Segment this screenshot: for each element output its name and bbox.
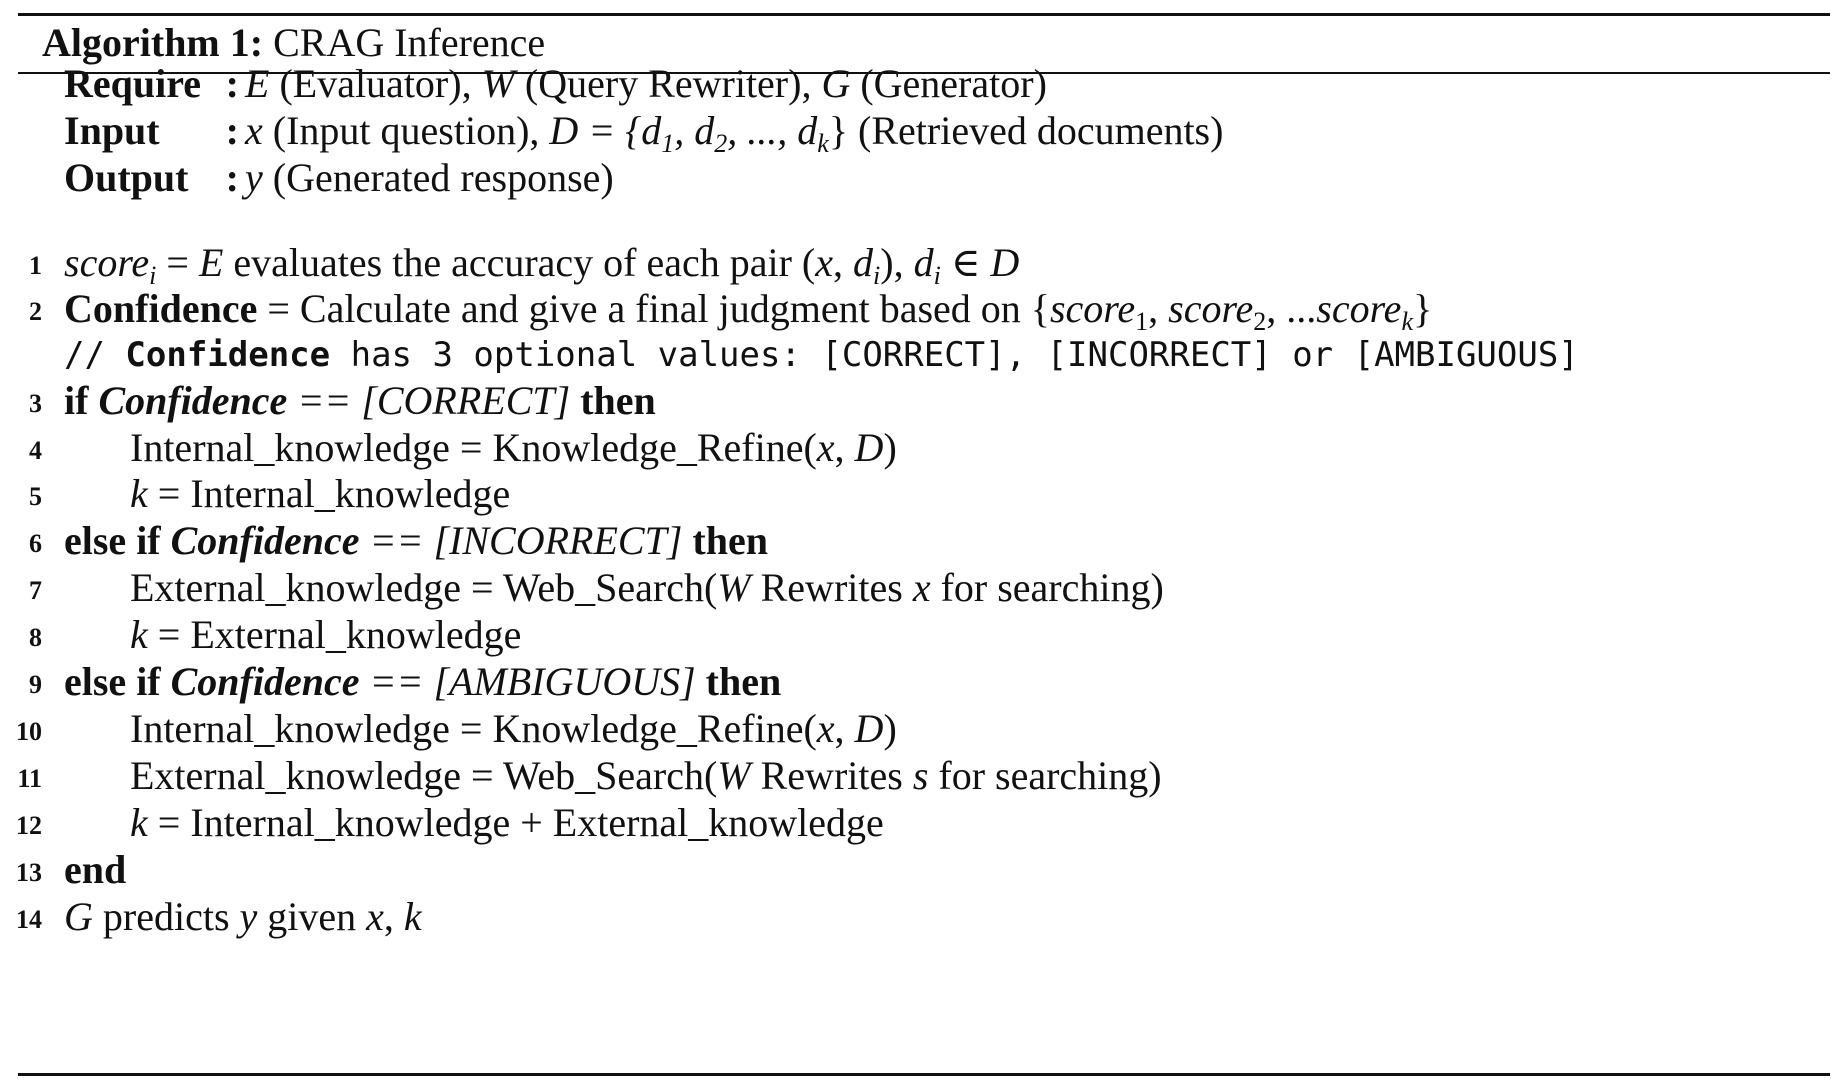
then-keyword: then [705,659,782,704]
comment-confidence: Confidence [125,335,331,375]
math-x: x [366,894,384,939]
math-k: k [130,471,148,516]
line-code [130,561,1164,615]
math-separator: , d [674,108,715,153]
math-x: x [912,565,931,610]
line-text: = External_knowledge [147,612,522,657]
confidence-keyword: Confidence [170,659,360,704]
line-text: = Internal_knowledge [147,471,511,516]
then-keyword: then [580,378,656,423]
top-rule [18,13,1830,16]
line-number: 1 [29,251,42,280]
require-generator-text: (Generator) [850,61,1047,106]
line-code [64,843,126,897]
line-code [130,702,897,756]
line-code [64,514,768,568]
subscript-1: 1 [1135,307,1149,336]
paren: ) [883,425,897,470]
line-number: 13 [16,858,42,887]
comma: , [834,425,855,470]
bottom-rule [18,1073,1830,1076]
else-if-keyword: else if [64,659,171,704]
math-E: E [198,240,224,285]
subscript-k: k [1401,307,1413,336]
input-keyword: Input [64,108,160,153]
math-x: x [245,108,263,153]
line-text: = Internal_knowledge + External_knowledge [147,800,884,845]
line-text: Rewrites [750,565,913,610]
condition: == [AMBIGUOUS] [359,659,706,704]
line-code [64,655,781,709]
math-D: D [854,706,884,751]
input-documents-text: (Retrieved documents) [848,108,1224,153]
line-number: 7 [29,576,42,605]
line-text: Internal_knowledge = Knowledge_Refine( [130,706,817,751]
element-of: ∈ [940,240,991,285]
math-d: d [853,240,874,285]
math-D: D [990,240,1020,285]
line-number: 10 [16,717,42,746]
math-d: d [913,240,934,285]
output-colon: : [225,155,239,200]
math-x: x [816,706,835,751]
math-k: k [403,894,422,939]
math-G: G [821,61,851,106]
line-text: predicts [92,894,240,939]
line-text: Internal_knowledge = Knowledge_Refine( [130,425,817,470]
subscript-i: i [873,261,881,290]
comment-prefix: // [64,335,126,375]
math-score: score [1049,286,1136,331]
math-brace: } [828,108,849,153]
paren: ) [883,706,897,751]
subscript-i: i [149,261,157,290]
subscript-2: 2 [1253,307,1267,336]
input-question-text: (Input question), [262,108,550,153]
line-code [130,749,1162,803]
line-code [130,796,884,850]
line-number: 5 [29,482,42,511]
line-text: for searching) [928,753,1162,798]
math-s: s [912,753,929,798]
math-separator: , ..., d [727,108,818,153]
line-text: External_knowledge = Web_Search( [130,753,718,798]
line-text: given [257,894,367,939]
confidence-keyword: Confidence [64,286,258,331]
math-W: W [481,61,515,106]
require-colon: : [225,61,239,106]
then-keyword: then [692,518,768,563]
input-colon: : [225,108,239,153]
line-number: 12 [16,811,42,840]
math-D: D [854,425,884,470]
math-W: W [717,753,751,798]
math-y: y [245,155,263,200]
else-if-keyword: else if [64,518,171,563]
subscript-k: k [817,129,829,158]
math-score: score [1316,286,1402,331]
math-x: x [816,425,835,470]
condition: == [INCORRECT] [359,518,693,563]
line-number: 4 [29,436,42,465]
condition: == [CORRECT] [287,378,581,423]
require-rewriter-text: (Query Rewriter), [514,61,822,106]
caption-label: Algorithm 1: [42,20,264,65]
require-keyword: Require [64,61,202,106]
math-E: E [245,61,270,106]
line-code [64,374,656,428]
subscript-2: 2 [714,129,728,158]
math-x: x [815,240,834,285]
output-response-text: (Generated response) [262,155,614,200]
require-line [64,59,1047,109]
line-number: 6 [29,529,42,558]
require-evaluator-text: (Evaluator), [269,61,482,106]
line-text: External_knowledge = Web_Search( [130,565,718,610]
if-keyword: if [64,378,99,423]
subscript-i: i [933,261,941,290]
line-number: 14 [16,905,42,934]
line-number: 9 [29,670,42,699]
math-k: k [130,800,148,845]
math-D-set: D = {d [549,108,662,153]
input-line [64,106,1223,156]
math-score: score [1168,286,1254,331]
line-code [130,467,510,521]
paren: ), [880,240,914,285]
line-number: 11 [17,764,42,793]
line-text: Rewrites [750,753,913,798]
line-code [64,890,422,944]
line-number: 3 [29,389,42,418]
line-number: 8 [29,623,42,652]
confidence-keyword: Confidence [170,518,360,563]
output-keyword: Output [64,155,189,200]
output-line [64,153,614,203]
end-keyword: end [64,847,127,892]
line-number: 2 [29,297,42,326]
comment-text: has 3 optional values: [CORRECT], [INCORRECT] or [AMBIGUOUS] [330,335,1579,375]
comma: , [834,706,855,751]
line-text: evaluates the accuracy of each pair ( [223,240,816,285]
math-k: k [130,612,148,657]
caption-title: CRAG Inference [273,20,546,65]
comma: , [383,894,404,939]
comma: , [1148,286,1169,331]
line-text: = Calculate and give a final judgment based on { [257,286,1050,331]
equals: = [156,240,199,285]
brace: } [1412,286,1433,331]
subscript-1: 1 [661,129,675,158]
math-W: W [717,565,751,610]
line-text: for searching) [930,565,1164,610]
confidence-keyword: Confidence [98,378,288,423]
comma: , [833,240,854,285]
math-score: score [64,240,150,285]
line-code [130,608,521,662]
ellipsis: , ... [1266,286,1317,331]
math-G: G [64,894,93,939]
math-y: y [239,894,258,939]
